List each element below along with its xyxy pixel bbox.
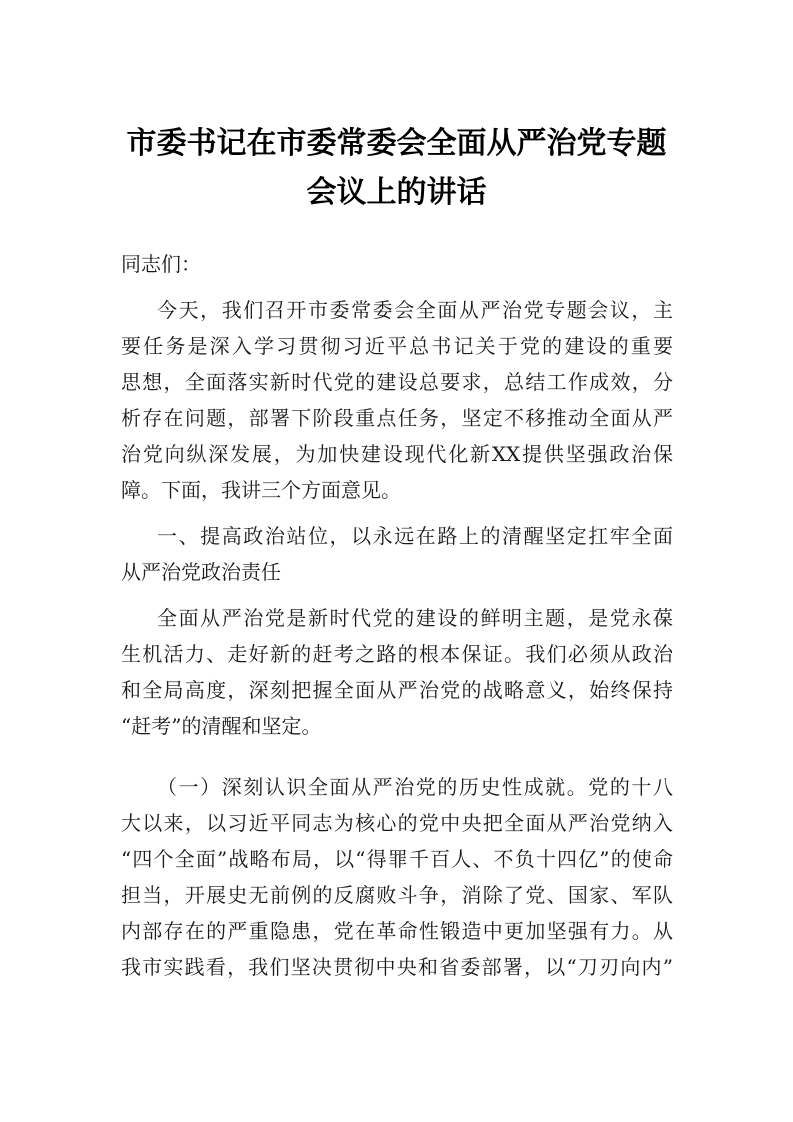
paragraph-1-line-4: 析存在问题，部署下阶段重点任务，坚定不移推动全面从严: [121, 406, 673, 430]
paragraph-3-line-3: “四个全面”战略布局，以“得罪千百人、不负十四亿”的使命: [121, 847, 673, 871]
document-title-line-1: 市委书记在市委常委会全面从严治党专题: [126, 126, 667, 161]
paragraph-3-line-5: 内部存在的严重隐患，党在革命性锻造中更加坚强有力。从: [121, 919, 673, 943]
paragraph-2-line-1: 全面从严治党是新时代党的建设的鲜明主题，是党永葆: [157, 606, 673, 630]
paragraph-2-line-3: 和全局高度，深刻把握全面从严治党的战略意义，始终保持: [121, 678, 673, 702]
section-heading-1-line-1: 一、提高政治站位，以永远在路上的清醒坚定扛牢全面: [157, 524, 673, 548]
paragraph-1-line-3: 思想，全面落实新时代党的建设总要求，总结工作成效，分: [121, 370, 673, 394]
paragraph-3-line-6: 我市实践看，我们坚决贯彻中央和省委部署，以“刀刃向内”: [121, 955, 673, 979]
paragraph-1-line-2: 要任务是深入学习贯彻习近平总书记关于党的建设的重要: [121, 334, 673, 358]
paragraph-3-line-1: （一）深刻认识全面从严治党的历史性成就。党的十八: [157, 775, 673, 799]
paragraph-3-line-4: 担当，开展史无前例的反腐败斗争，消除了党、国家、军队: [121, 883, 673, 907]
salutation: 同志们：: [121, 252, 201, 276]
section-heading-1-line-2: 从严治党政治责任: [121, 560, 281, 584]
paragraph-2-line-2: 生机活力、走好新的赶考之路的根本保证。我们必须从政治: [121, 642, 673, 666]
paragraph-1-line-1: 今天，我们召开市委常委会全面从严治党专题会议，主: [157, 298, 673, 322]
paragraph-1-line-5: 治党向纵深发展，为加快建设现代化新XX提供坚强政治保: [121, 442, 673, 466]
paragraph-2-line-4: “赶考”的清醒和坚定。: [121, 714, 322, 738]
paragraph-3-line-2: 大以来，以习近平同志为核心的党中央把全面从严治党纳入: [121, 811, 673, 835]
document-title-line-2: 会议上的讲话: [306, 175, 487, 210]
paragraph-1-line-6: 障。下面，我讲三个方面意见。: [121, 478, 401, 502]
